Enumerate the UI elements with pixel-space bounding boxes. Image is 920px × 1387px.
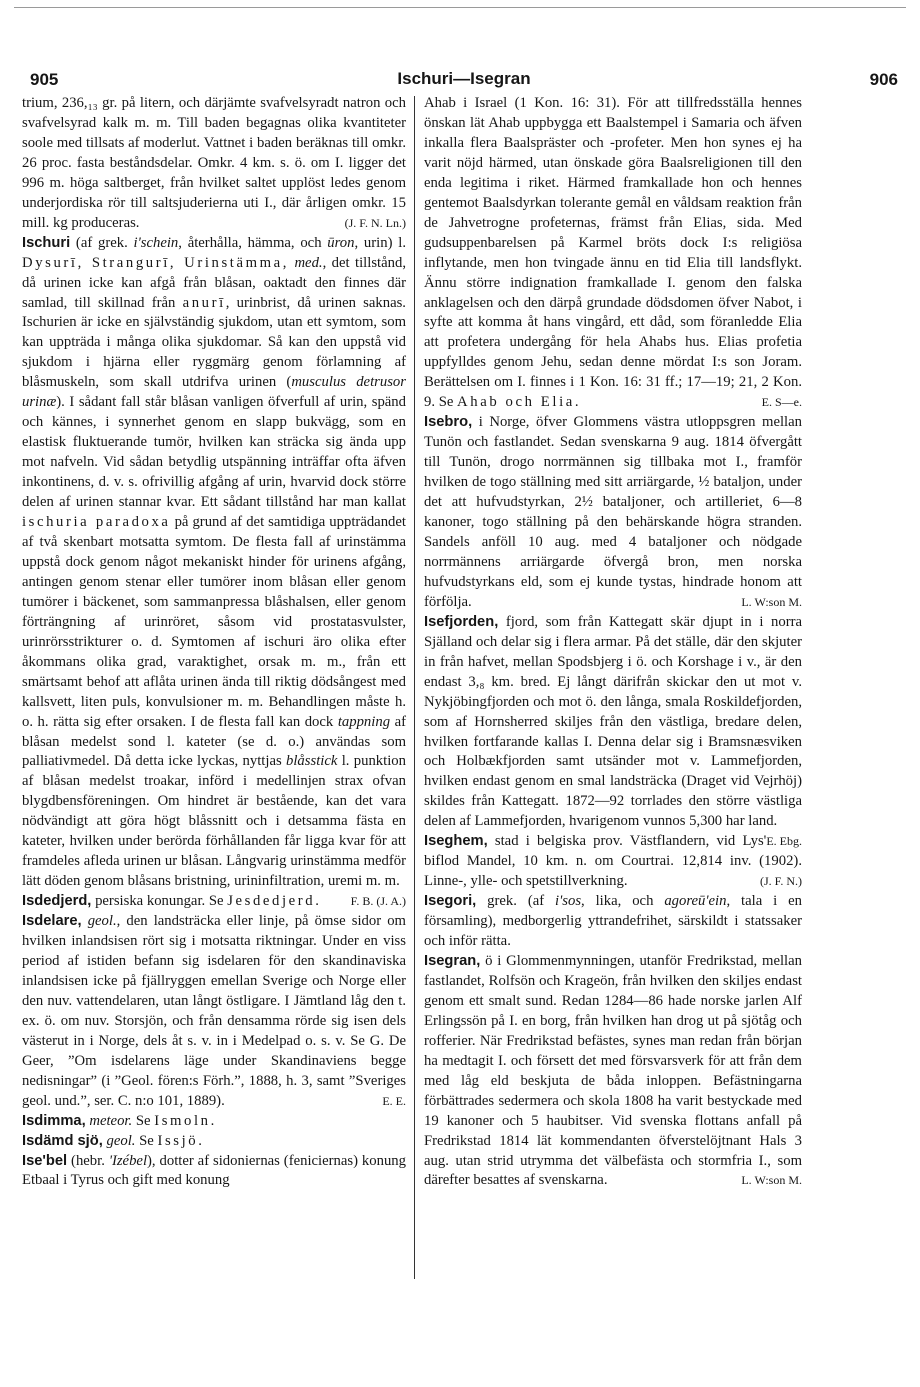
- entry-italic: i'sos: [555, 893, 582, 910]
- entry-text: l. punktion af blåsan medelst troakar, införd i medellinjen strax ofvan blygdbensföreningen. Om hindret är bestående, kan det vara nödvändigt att göra högt blåssnitt och i detsamma fästa en kateter, hvilken under berörda förhållanden får ligga kvar för att framdeles afleda urinen ur blåsan. Långvarig urinstämma medför lätt döden genom blåsans bristning, urininfiltration, uremi m. m.: [22, 753, 406, 890]
- right-column: [424, 94, 802, 1191]
- entry-text: ). I sådant fall står blåsan vanligen öfverfull af urin, spänd och kännes, i synnerhet genom en slapp bukvägg, som en elastisk fluktuerande tumör, hvilken kan sträcka sig ända upp mot nafveln. Vid sådan betydlig utspänning inträffar ofta äfven inkontinens, d. v. s. ofrivillig afgång af urin, hvarvid dock större delen af urinen stannar kvar. Ett sådant tillstånd har man kallat: [22, 394, 406, 511]
- entry-isdelare: [22, 912, 406, 1112]
- cross-reference: Jesdedjerd.: [227, 893, 322, 910]
- cross-reference: Ahab och Elia.: [457, 394, 582, 411]
- entry-text: , den landsträcka eller linje, på ömse sidor om hvilken inlandsisen rört sig i motsatta riktningar. Under en viss period af istiden befann sig isdelaren för den skandinaviska inlandsisen icke på fjällryggen emellan Sverige och Norge eller den nuv. vattendelaren, utan långt östligare. I Jämtland låg den t. ex. ö. om nuv. Storsjön, och från densamma rörde sig isen dels västerut in i Norge, dels åt s. v. in i Medelpad o. s. v. Se G. De Geer, ”Om isdelarens läge under Skandinaviens begge nedisningar” (i ”Geol. fören:s Förh.”, 1888, h. 3, samt ”Sveriges geol. und.”, ser. C. n:o 101, 1889).: [22, 913, 406, 1109]
- entry-ischl-continuation: [22, 94, 406, 234]
- author-signature: E. S—e.: [761, 395, 802, 410]
- entry-isdamd-sjo: [22, 1132, 406, 1152]
- page-number-left: 905: [30, 70, 59, 89]
- page-header: [30, 62, 898, 92]
- entry-italic: agoreū'ein: [664, 893, 727, 910]
- entry-text: , urinbrist, då urinen saknas. Ischurien är icke en självständig sjukdom, utan ett symtom, som kan uppträda i många olika sjukdomar. Så kan den uppstå vid sjukdom i hjärna eller ryggmärg genom förlamning af blåsmuskeln, som skall utdrifva urinen (: [22, 294, 406, 391]
- headword: Isdimma,: [22, 1112, 86, 1129]
- entry-text: (af grek.: [70, 234, 134, 251]
- entry-text: , det tillstånd, då urinen icke kan afgå från blåsan, oaktadt den finnes där samlad, till skillnad från: [22, 254, 406, 311]
- entry-iseghem: [424, 832, 802, 892]
- cross-reference: Ismoln.: [154, 1112, 217, 1129]
- entry-italic: blåsstick: [286, 753, 338, 770]
- cross-reference: Issjö.: [157, 1132, 205, 1149]
- headword: Ischuri: [22, 234, 71, 251]
- headword: Isdedjerd,: [22, 893, 92, 910]
- author-signature: (J. F. N. Ln.): [344, 215, 406, 230]
- entry-italic: med.: [289, 254, 323, 271]
- entry-text: trium, 236,₁₃ gr. på litern, och därjämte svafvelsyradt natron och svafvelsyrad kalk m. m. Till baden begagnas olika kvantiteter soole med tillsats af moderlut. Vattnet i baden beräknas till omkr. 26 proc. fasta beståndsdelar. Omkr. 4 km. s. ö. om I. ligger det 996 m. höga saltberget, från hvilket saltet upplöst ledes genom underjordiska rör till saltsjuderierna uti I., där årligen omkr. 15 mill. kg produceras.: [22, 95, 406, 231]
- headword: Isefjorden,: [424, 613, 499, 630]
- entry-text: , återhålla, hämma, och: [178, 234, 328, 251]
- entry-italic: 'Izébel: [108, 1152, 148, 1169]
- entry-isebel-continuation: [424, 94, 802, 413]
- author-signature: F. B. (J. A.): [350, 894, 406, 909]
- entry-italic: geol.: [102, 1132, 136, 1149]
- entry-text: ö i Glommenmynningen, utanför Fredrikstad, mellan fastlandet, Rolfsön och Krageön, från hvilken den skiljes endast genom ett smalt sund. Redan 1284—86 hade norske jarlen Alf Erlingssön på I. en borg, från hvilken han drog ut på sjötåg och rofferier. När Fredrikstad befästes, synes man redan från början ha medtagit I. och försett det med försvarsverk för att från dem med låg eld beskjuta de båda inloppen. Befästningarna förbättrades sedermera och skola 1808 ha varit bestyckade med 19 kanoner och 5 haubitser. Vid svenska flottans anfall på Fredrikstad 1814 lät kommendanten öfverstelöjtnant Hals 3 aug. utan strid utrymma det välbefästa och stormfria I., som därefter besattes af svenskarna.: [424, 952, 802, 1189]
- author-signature: L. W:son M.: [741, 1173, 802, 1188]
- author-signature: E. E.: [382, 1093, 406, 1108]
- headword: Isegori,: [424, 893, 477, 910]
- entry-isdedjerd: [22, 892, 406, 912]
- headword: Isdämd sjö,: [22, 1132, 103, 1149]
- headword: Isebro,: [424, 414, 473, 431]
- column-divider: [414, 96, 415, 1279]
- spaced-term: ischuria paradoxa: [22, 514, 171, 531]
- author-signature: (J. F. N.): [759, 874, 802, 889]
- entry-italic: i'schein: [133, 234, 179, 251]
- entry-text: (hebr.: [67, 1152, 109, 1169]
- author-signature: L. W:son M.: [741, 594, 802, 609]
- entry-italic: ūron: [327, 234, 355, 251]
- top-edge-rule: [14, 7, 906, 8]
- entry-isebro: [424, 413, 802, 613]
- headword: Isdelare,: [22, 913, 82, 930]
- entry-isegran: [424, 952, 802, 1191]
- entry-text: stad i belgiska prov. Västflandern, vid Lys' biflod Mandel, 10 km. n. om Courtrai. 12,814 inv. (1902). Linne-, ylle- och spetstillverkning.: [424, 833, 802, 890]
- entry-isebel: [22, 1152, 406, 1192]
- headword: Ise'bel: [22, 1152, 68, 1169]
- page-number-right: 906: [869, 70, 898, 89]
- entry-text: , tala i en församling), medborgerlig yttrandefrihet, särskildt i statssaker och inför rätta.: [424, 893, 802, 950]
- entry-text: ), dotter af sidoniernas (feniciernas) konung Etbaal i Tyrus och gift med konung: [22, 1152, 406, 1189]
- entry-isegori: [424, 892, 802, 952]
- entry-italic: tappning: [337, 713, 391, 730]
- entry-italic: musculus detrusor urinæ: [22, 374, 406, 411]
- entry-isdimma: [22, 1112, 406, 1132]
- entry-text: fjord, som från Kattegatt skär djupt in i norra Själland och delar sig i flera armar. På det ställe, där den skjuter in från hafvet, mellan Spodsbjerg i ö. och Korshage i v., är den endast 3,₈ km. bred. Ej långt därifrån skickar den ut mot v. Nykjöbingfjorden och mot ö. den långa, smala Roskildefjorden, som af Hornsherred skiljes från den västliga, bredare delen, hvilken fortfarande kallas I. Denna delar sig i Bramsnæsviken och Holbækfjorden samt utsänder mot v. Lammefjorden, hvilken endast genom en smal landsträcka (Draget vid Vejrhöj) skildes från Kattegatt. 1872—92 torrlades den större västliga delen af Lammefjorden, hvarigenom vunnos 5,300 har land.: [424, 613, 802, 830]
- entry-text: grek. (af: [476, 893, 556, 910]
- entry-italic: meteor.: [85, 1112, 133, 1129]
- running-title: Ischuri—Isegran: [397, 69, 531, 88]
- headword: Isegran,: [424, 952, 481, 969]
- author-signature: E. Ebg.: [766, 834, 802, 849]
- entry-text: på grund af det samtidiga uppträdandet af två skenbart motsatta symtom. De flesta fall af urinstämma uppstå dock genom något mekaniskt hinder för urinens afgång, antingen genom stenar eller tumörer inom blåsan eller genom tumörer i bäckenet, som sammanpressa blåshalsen, eller genom förträngning af urinröret, såsom vid prostatasvulster, urinrörsstrikturer o. d. Symtomen af ischuri äro olika efter åkommans olika grad, varaktighet, orsak m. m., från ett smärtsamt behof att aflåta urinen ända till riktig dödsångest med kallsvett, liten puls, konvulsioner m. m. Behandlingen måste h. o. h. rätta sig efter orsaken. I de flesta fall kan dock: [22, 514, 406, 730]
- spaced-term: Dysurī, Strangurī, Urinstämma,: [22, 254, 290, 271]
- entry-text: Se: [132, 1112, 155, 1129]
- entry-text: Ahab i Israel (1 Kon. 16: 31). För att tillfredsställa hennes önskan lät Ahab uppbygga ett Baalstempel i Samaria och äfven inkalla flera Baalspräster och -profeter. Men hon synes ej ha varit nöjd härmed, utan önskade göra Baalsreligionen till den enda legitima i riket. Härmed framkallade hon och hennes gentemot Baalsdyrkan tolerante gemål en våldsam reaktion från de Jahvetrogne profeternas, främst från Elias, sida. Med gudsuppenbarelsen på Karmel bröts dock I:s religiösa inflytande, men hon tvingade ännu en tid Elia till landsflykt. Ännu större indignation framkallade I. genom den falska anklagelsen och den därpå grundade dödsdomen öfver Nabot, i syfte att komma åt hans vingård, ett dåd, som föranledde Elia att profetera undergång för hela Ahabs hus. Elias profetia uppfylldes genom Jehu, sedan denne mördat I:s son Joram. Berättelsen om I. finnes i 1 Kon. 16: 31 ff.; 17—19; 21, 2 Kon. 9. Se: [424, 95, 802, 411]
- entry-text: , urin) l.: [354, 234, 406, 251]
- entry-italic: geol.: [81, 913, 117, 930]
- entry-text: af blåsan medelst sond l. kateter (se d. o.) användas som palliativmedel. Då detta icke lyckas, nyttjas: [22, 713, 406, 770]
- spaced-term: anurī: [182, 294, 226, 311]
- entry-text: , lika, och: [581, 893, 665, 910]
- entry-text: i Norge, öfver Glommens västra utloppsgren mellan Tunön och fastlandet. Sedan svenskarna 9 aug. 1814 öfvergått till Tunön, drogo norrmännen sig tillbaka mot I., framför hvilken de togo ställning med sitt arriärgarde, ½ bataljon, under det att hufvudstyrkan, 2½ bataljoner, och artilleriet, 6—8 kanoner, togo ställning på den behärskande högra stranden. Sandels anföll 10 aug. med 4 bataljoner och nödgade norrmännens arriärgarde öfvergå bron, men norska hufvudstyrkans eld, som ej kunde tystas, hindrade honom att förfölja.: [424, 414, 802, 610]
- left-column: [22, 94, 406, 1191]
- entry-text: Se: [135, 1132, 158, 1149]
- entry-text: persiska konungar. Se: [91, 893, 228, 910]
- headword: Iseghem,: [424, 833, 488, 850]
